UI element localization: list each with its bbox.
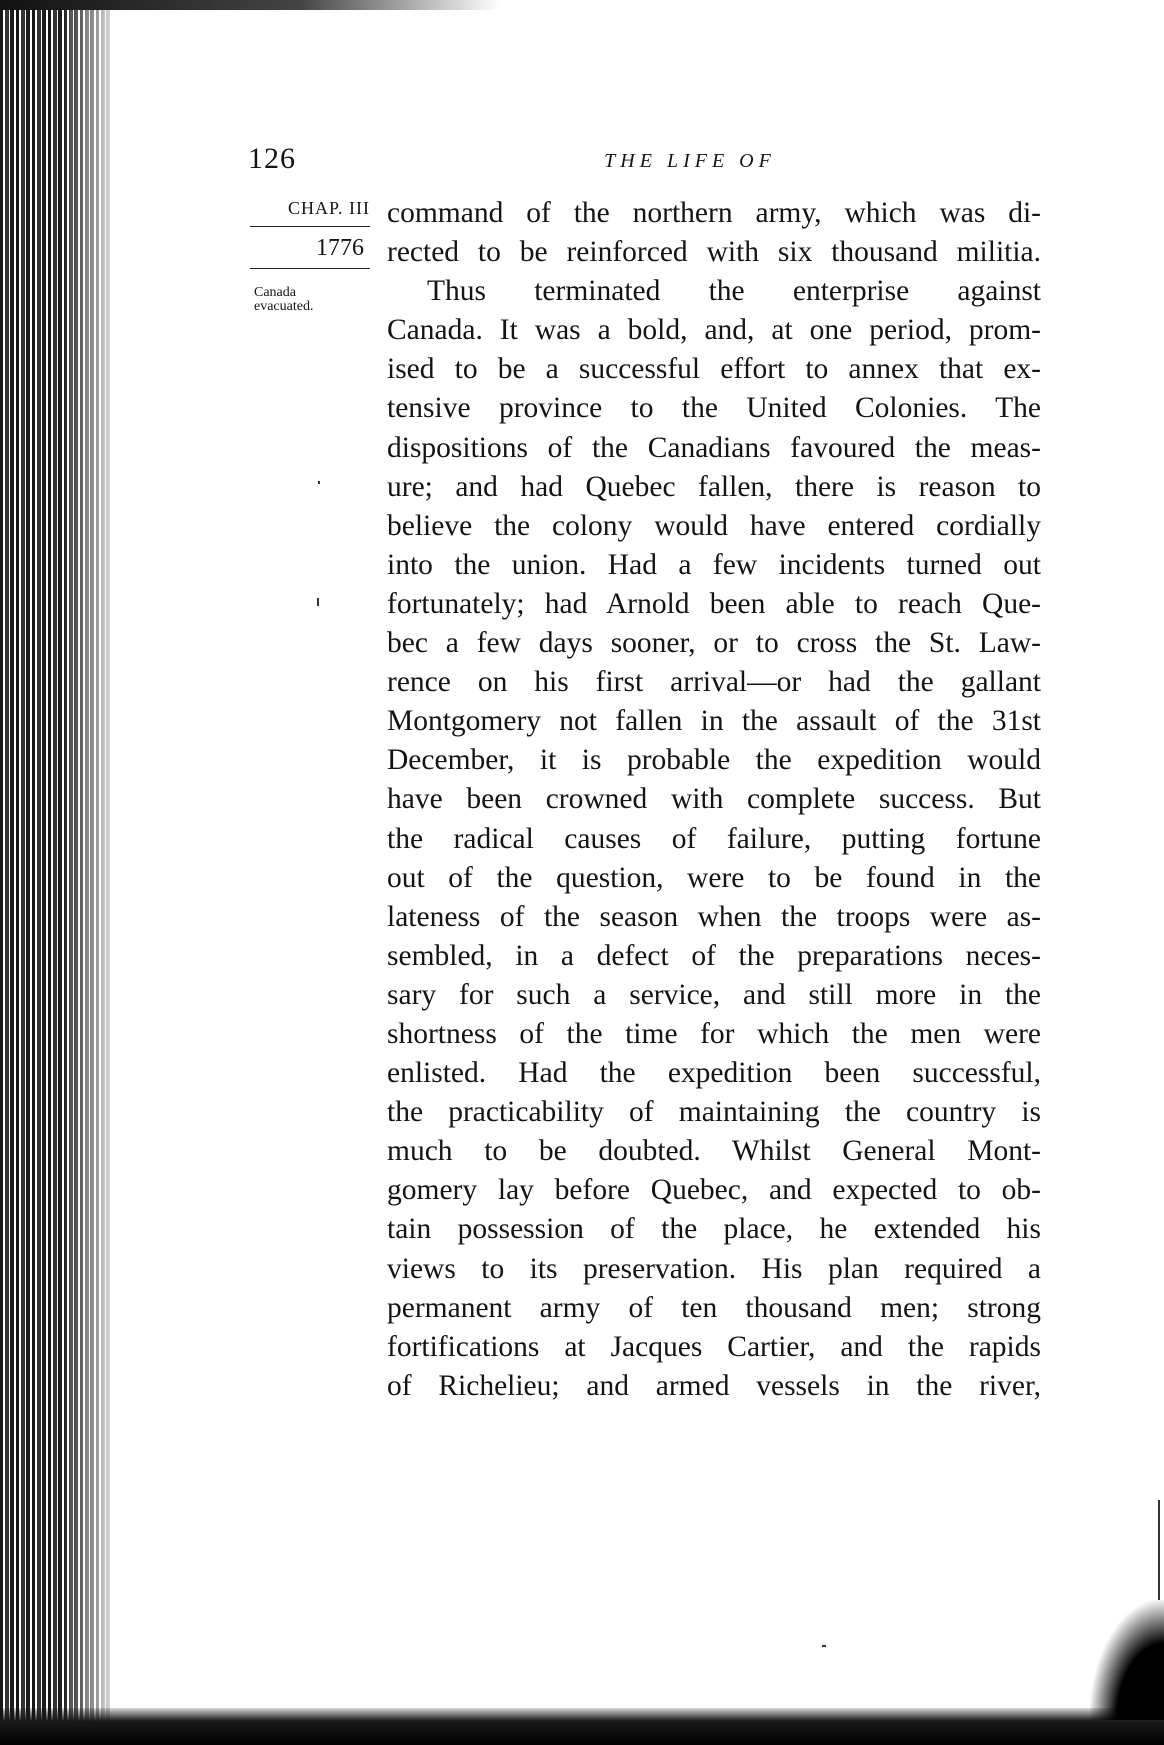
text-line: the radical causes of failure, putting fortune: [387, 822, 1041, 855]
text-line: December, it is probable the expedition would: [387, 744, 1041, 777]
text-line: sary for such a service, and still more in the: [387, 978, 1041, 1011]
text-line: tensive province to the United Colonies. The: [387, 392, 1041, 425]
text-line: bec a few days sooner, or to cross the St. Law-: [387, 627, 1041, 660]
text-line: permanent army of ten thousand men; strong: [387, 1291, 1041, 1324]
page-bottom-edge: [0, 1708, 1164, 1745]
body-text: [387, 194, 1041, 1406]
text-line: out of the question, were to be found in the: [387, 861, 1041, 894]
text-line: lateness of the season when the troops were as-: [387, 900, 1041, 933]
year-label: 1776: [250, 227, 370, 269]
chapter-label: CHAP. III: [250, 196, 370, 227]
text-line: rected to be reinforced with six thousand militia.: [387, 236, 1041, 269]
text-line: Montgomery not fallen in the assault of the 31st: [387, 705, 1041, 738]
gutter-shadow: [60, 0, 120, 1745]
scan-speck: [822, 1645, 826, 1647]
text-line: sembled, in a defect of the preparations neces-: [387, 939, 1041, 972]
scan-artifact-right: [1158, 1500, 1160, 1600]
text-line: much to be doubted. Whilst General Mont-: [387, 1135, 1041, 1168]
text-line: command of the northern army, which was di-: [387, 197, 1041, 229]
text-line: ure; and had Quebec fallen, there is reason to: [387, 470, 1041, 503]
page-top-edge: [0, 0, 500, 10]
page-corner-curl: [1090, 1600, 1164, 1720]
text-line: gomery lay before Quebec, and expected to ob-: [387, 1174, 1041, 1207]
text-line: rence on his first arrival—or had the gallant: [387, 666, 1041, 699]
side-note-line: Canada: [254, 285, 296, 300]
scan-speck: [318, 481, 320, 484]
text-line: dispositions of the Canadians favoured the meas-: [387, 431, 1041, 464]
text-line: shortness of the time for which the men were: [387, 1017, 1041, 1050]
text-line: tain possession of the place, he extended his: [387, 1213, 1041, 1246]
running-head: THE LIFE OF: [604, 150, 776, 172]
margin-column: [250, 196, 370, 269]
text-line: views to its preservation. His plan required a: [387, 1252, 1041, 1285]
text-line: enlisted. Had the expedition been successful,: [387, 1057, 1041, 1090]
text-line: Canada. It was a bold, and, at one period, prom-: [387, 314, 1041, 347]
text-line: fortunately; had Arnold been able to reach Que-: [387, 587, 1041, 620]
side-note-line: evacuated.: [254, 299, 314, 314]
side-note: [254, 286, 354, 314]
text-line: fortifications at Jacques Cartier, and the rapids: [387, 1330, 1041, 1363]
text-line: of Richelieu; and armed vessels in the river,: [387, 1369, 1041, 1402]
text-line: Thus terminated the enterprise against: [427, 275, 1041, 308]
text-line: believe the colony would have entered cordially: [387, 509, 1041, 542]
text-line: ised to be a successful effort to annex that ex-: [387, 353, 1041, 386]
text-line: the practicability of maintaining the country is: [387, 1096, 1041, 1129]
text-line: into the union. Had a few incidents turned out: [387, 548, 1041, 581]
page-number: 126: [248, 142, 296, 175]
scan-speck: [317, 598, 319, 606]
text-line: have been crowned with complete success. But: [387, 783, 1041, 816]
